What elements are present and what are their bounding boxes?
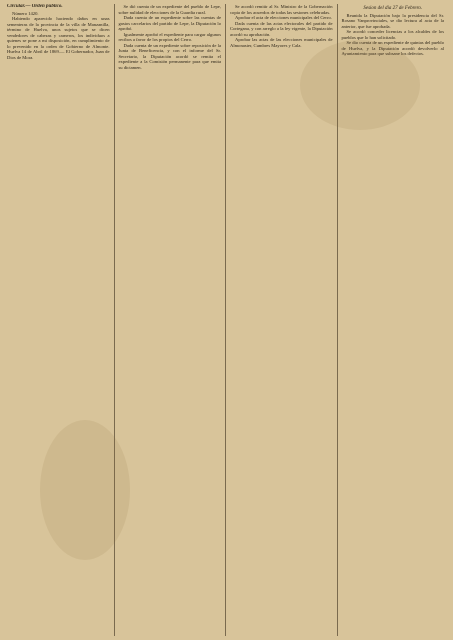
column-2 (114, 4, 226, 636)
text-columns (6, 4, 448, 636)
paragraph: Habiendo aparecido haciendo daños en unas sementeras de la provincia de la villa de Manzanilla, término de Huelva, unos sujetos que se dicen vendedores de cabezas y carneros, los individuos a quienes se pone a mi disposición, en cumplimiento de lo prevenido en la orden de Gobierno de Almonte. Huelva 14 de Abril de 1869.— El Gobernador, Juan de Dios de Mora. (7, 16, 110, 60)
paragraph: Se acordó conceder licencias a los alcaldes de los pueblos que lo han solicitado. (341, 29, 444, 40)
paragraph: Se dió cuenta de un expediente del pueblo de Lepe, sobre nulidad de elecciones de la Guardia rural. (118, 4, 221, 15)
paragraph: Se acordó remitir al Sr. Ministro de la Gobernación copia de los acuerdos de todas las sesiones celebradas. (230, 4, 333, 15)
paragraph: Aprobar el acta de elecciones municipales del Cerro. (235, 15, 332, 20)
section-heading: Circular.— Orden público. (7, 4, 63, 9)
paragraph: Aprobar las actas de las elecciones municipales de Almonaster, Cumbres Mayores y Cala. (230, 37, 333, 48)
paragraph: Dada cuenta de un expediente sobre las cuentas de gastos carcelarios del partido de Lepe, la Diputación lo aprobó. (118, 15, 221, 31)
column-3 (225, 4, 337, 636)
column-4 (337, 4, 449, 636)
column-1 (6, 4, 114, 636)
paragraph: Dada cuenta de las actas electorales del partido de Cortegana, y con arreglo a la ley vigente, la Diputación acordó su aprobación. (230, 20, 333, 37)
paragraph: Dada cuenta de un expediente sobre reposición de la Junta de Beneficencia, y con el informe del Sr. Secretario, la Diputación acordó se remita el expediente a la Comisión permanente para que emita su dictamen. (118, 42, 221, 70)
paragraph: Igualmente aprobó el expediente para cargar algunos recibos a favor de los propios del Cerro. (118, 31, 221, 42)
paragraph: Número 1420. (12, 10, 39, 16)
section-heading: Sesion del dia 27 de Febrero. (363, 6, 423, 11)
paragraph: Se dio cuenta de un expediente de quintas del pueblo de Huelva, y la Diputación acordó devolverlo al Ayuntamiento para que subsane los defectos. (341, 40, 444, 56)
paragraph: Reunida la Diputación bajo la presidencia del Sr. Rosano Vanprovinciales, se dio lectura al acta de la anterior, que fue aprobada. (341, 12, 444, 29)
